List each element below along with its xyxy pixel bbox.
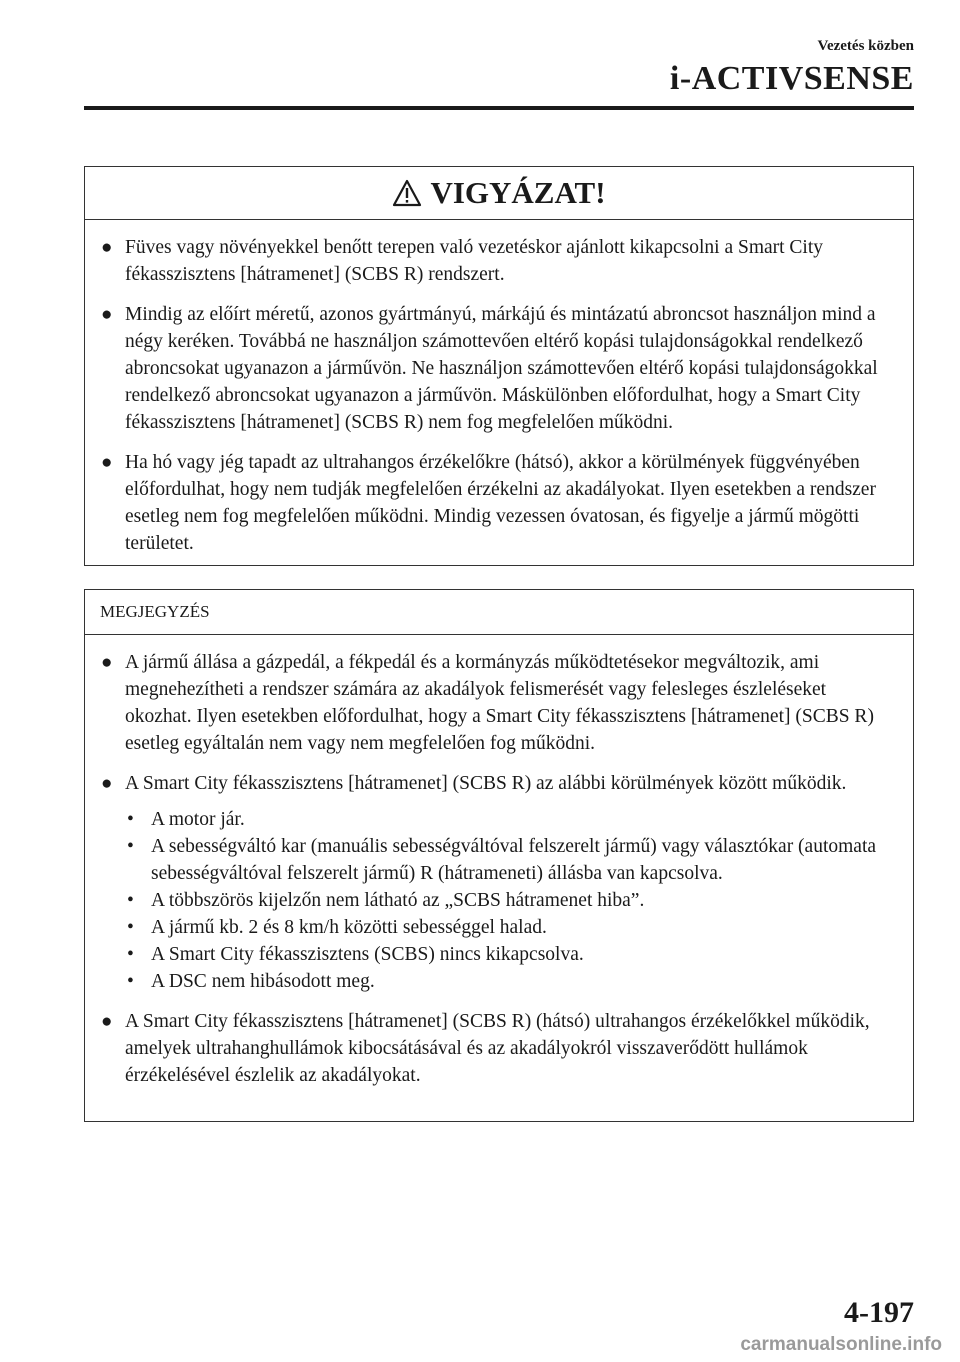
- note-item: ● A Smart City fékasszisztens [hátramenet] (SCBS R) (hátsó) ultrahangos érzékelőkkel működik, amelyek ultrahanghullámok kibocsátásával és az akadályokról visszaverődött hullámok érzékelésével észlelik az akadályokat.: [101, 1011, 870, 1086]
- condition-item: • A DSC nem hibásodott meg.: [127, 971, 375, 992]
- condition-item: • A Smart City fékasszisztens (SCBS) nincs kikapcsolva.: [127, 944, 584, 965]
- condition-item: • A motor jár.: [127, 809, 245, 830]
- condition-item: • A sebességváltó kar (manuális sebességváltóval felszerelt jármű) vagy választókar (automata sebességváltóval felszerelt jármű) R (hátrameneti) állásba van kapcsolva.: [127, 836, 877, 884]
- note-item: ● A jármű állása a gázpedál, a fékpedál és a kormányzás működtetésekor megváltozik, ami megnehezítheti a rendszer számára az akadályok felismerését vagy felesleges észleléseket okozhat. Ilyen esetekben előfordulhat, hogy a Smart City fékasszisztens [hátramenet] (SCBS R) esetleg egyáltalán nem vagy nem megfelelően fog működni.: [101, 652, 874, 754]
- warning-item: ● Füves vagy növényekkel benőtt terepen való vezetéskor ajánlott kikapcsolni a Smart City fékasszisztens [hátramenet] (SCBS R) rendszert.: [101, 237, 824, 285]
- condition-item: • A jármű kb. 2 és 8 km/h közötti sebességgel halad.: [127, 917, 547, 938]
- warning-title: VIGYÁZAT!: [430, 175, 606, 210]
- condition-list: [99, 806, 897, 995]
- page-number: 4-197: [844, 1296, 914, 1329]
- note-item: ● A Smart City fékasszisztens [hátramenet] (SCBS R) az alábbi körülmények között működik.: [101, 773, 847, 794]
- warning-item: ● Mindig az előírt méretű, azonos gyártmányú, márkájú és mintázatú abroncsot használjon mind a négy keréken. Továbbá ne használjon számottevően eltérő kopási tulajdonságokkal rendelkező abroncsokat ugyanazon a járművön. Ne használjon számottevően eltérő kopási tulajdonságokkal rendelkező abroncsokat ugyanazon a járművön. Máskülönben előfordulhat, hogy a Smart City fékasszisztens [hátramenet] (SCBS R) nem fog megfelelően működni.: [101, 304, 878, 433]
- warning-body: [85, 220, 913, 557]
- note-header: [85, 590, 913, 635]
- warning-item: ● Ha hó vagy jég tapadt az ultrahangos érzékelőkre (hátsó), akkor a körülmények függvényében előfordulhat, hogy nem tudják megfelelően érzékelni az akadályokat. Ilyen esetekben a rendszer esetleg nem fog megfelelően működni. Mindig vezessen óvatosan, és figyelje a jármű mögötti területet.: [101, 452, 876, 554]
- page-title: i-ACTIVSENSE: [669, 60, 914, 97]
- watermark: carmanualsonline.info: [740, 1334, 942, 1355]
- note-title: MEGJEGYZÉS: [100, 602, 210, 621]
- warning-triangle-icon: [392, 179, 422, 207]
- condition-item: • A többszörös kijelzőn nem látható az „SCBS hátramenet hiba”.: [127, 890, 645, 911]
- section-label: Vezetés közben: [817, 38, 914, 54]
- note-body: [85, 635, 913, 1089]
- header-divider: [84, 106, 914, 110]
- warning-header: [85, 167, 913, 220]
- warning-box: [84, 166, 914, 566]
- note-box: [84, 589, 914, 1122]
